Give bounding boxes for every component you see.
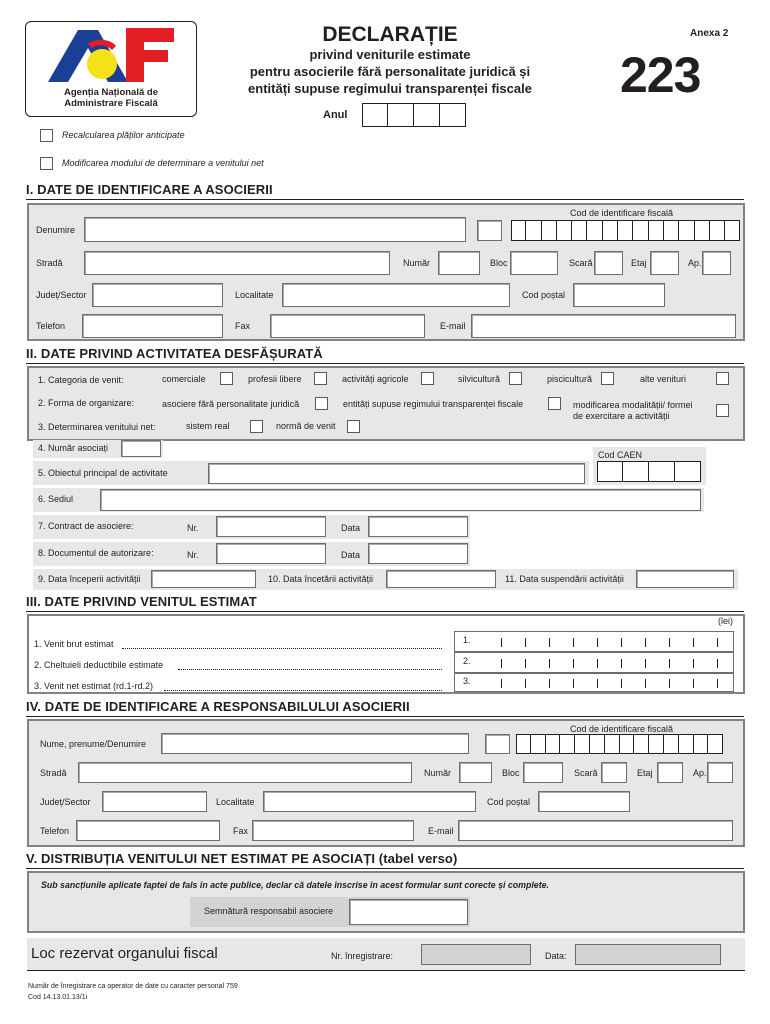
agency-name-line2: Administrare Fiscală: [64, 98, 158, 109]
s2-incetare-label: 10. Data încetării activității: [268, 574, 374, 584]
s2-contract-nr-input[interactable]: [216, 516, 326, 537]
s4-cif-input[interactable]: [516, 734, 723, 754]
s1-ap-label: Ap.: [688, 258, 702, 268]
s2-forma-label: 2. Forma de organizare:: [38, 398, 135, 408]
s2-forma-opt3-line1: modificarea modalității/ formei: [573, 400, 693, 410]
s4-judet-input[interactable]: [102, 791, 207, 812]
subtitle-line3: entități supuse regimului transparenței fiscale: [248, 81, 532, 96]
s2-inceput-label: 9. Data începerii activității: [38, 574, 141, 584]
s1-codpostal-input[interactable]: [573, 283, 665, 307]
fiscal-date-label: Data:: [545, 951, 567, 961]
section2-divider: [26, 363, 744, 364]
s2-cat-alte-checkbox[interactable]: [716, 372, 729, 385]
s1-scara-label: Scară: [569, 258, 593, 268]
s2-cat-silvicultura: silvicultură: [458, 374, 501, 384]
recalc-checkbox[interactable]: [40, 129, 53, 142]
s1-scara-input[interactable]: [594, 251, 623, 275]
s4-fax-label: Fax: [233, 826, 249, 836]
s1-denumire-label: Denumire: [36, 225, 76, 235]
s3-row2-label: 2. Cheltuieli deductibile estimate: [34, 660, 164, 670]
section2-title: II. DATE PRIVIND ACTIVITATEA DESFĂȘURATĂ: [26, 346, 323, 361]
s2-determinare-label: 3. Determinarea venitului net:: [38, 422, 156, 432]
recalc-label: Recalcularea plăților anticipate: [62, 130, 185, 140]
s1-email-label: E-mail: [440, 321, 466, 331]
s2-forma-opt2-checkbox[interactable]: [548, 397, 561, 410]
s2-det-opt2: normă de venit: [276, 421, 336, 431]
s4-cif-check-input[interactable]: [485, 734, 510, 754]
s4-bloc-label: Bloc: [502, 768, 520, 778]
s4-etaj-input[interactable]: [657, 762, 683, 783]
s2-forma-opt2: entități supuse regimului transparenței fiscale: [343, 399, 524, 409]
s1-cif-input[interactable]: [511, 220, 740, 241]
s3-row2-num: 2.: [463, 656, 471, 666]
s2-sediu-input[interactable]: [100, 489, 701, 511]
s3-row1-label: 1. Venit brut estimat: [34, 639, 114, 649]
s2-forma-opt1: asociere fără personalitate juridică: [162, 399, 300, 409]
s4-email-label: E-mail: [428, 826, 454, 836]
s4-cif-label: Cod de identificare fiscală: [570, 724, 674, 734]
s4-strada-input[interactable]: [78, 762, 412, 783]
s2-contract-nr-label: Nr.: [187, 523, 199, 533]
s2-suspendare-input[interactable]: [636, 570, 734, 588]
s1-judet-label: Județ/Sector: [36, 290, 87, 300]
s2-det-opt1-checkbox[interactable]: [250, 420, 263, 433]
s2-document-label: 8. Documentul de autorizare:: [38, 548, 154, 558]
s5-signature-input[interactable]: [349, 899, 468, 925]
s4-codpostal-input[interactable]: [538, 791, 630, 812]
s2-forma-opt1-checkbox[interactable]: [315, 397, 328, 410]
modify-checkbox[interactable]: [40, 157, 53, 170]
s2-cat-comerciale: comerciale: [162, 374, 206, 384]
section4-title: IV. DATE DE IDENTIFICARE A RESPONSABILULUI ASOCIERII: [26, 699, 410, 714]
s5-statement: Sub sancțiunile aplicate faptei de fals în acte publice, declar că datele înscrise în acest formular sunt corecte și complete.: [41, 880, 549, 890]
s3-row3-label: 3. Venit net estimat (rd.1-rd.2): [34, 681, 154, 691]
section4-divider: [26, 716, 744, 717]
s2-cat-profesii: profesii libere: [248, 374, 302, 384]
fiscal-reg-label: Nr. înregistrare:: [331, 951, 394, 961]
s2-document-nr-label: Nr.: [187, 550, 199, 560]
s2-contract-label: 7. Contract de asociere:: [38, 521, 134, 531]
s1-cif-label: Cod de identificare fiscală: [570, 208, 674, 218]
section3-title: III. DATE PRIVIND VENITUL ESTIMAT: [26, 594, 257, 609]
s2-obiect-input[interactable]: [208, 463, 585, 484]
s2-nr-asociati-label: 4. Număr asociați: [38, 443, 109, 453]
s1-localitate-input[interactable]: [282, 283, 510, 307]
s2-det-opt1: sistem real: [186, 421, 230, 431]
s4-bloc-input[interactable]: [523, 762, 563, 783]
s1-email-input[interactable]: [471, 314, 736, 338]
fiscal-date-input[interactable]: [575, 944, 721, 965]
s3-row1-num: 1.: [463, 635, 471, 645]
s4-localitate-label: Localitate: [216, 797, 255, 807]
s4-ap-label: Ap.: [693, 768, 707, 778]
s1-fax-label: Fax: [235, 321, 251, 331]
s2-cat-label: 1. Categoria de venit:: [38, 375, 124, 385]
s2-nr-asociati-input[interactable]: [121, 440, 161, 457]
s2-cat-agricole-checkbox[interactable]: [421, 372, 434, 385]
s1-localitate-label: Localitate: [235, 290, 274, 300]
section1-title: I. DATE DE IDENTIFICARE A ASOCIERII: [26, 182, 273, 197]
s2-sediu-label: 6. Sediul: [38, 494, 74, 504]
s4-scara-input[interactable]: [601, 762, 627, 783]
s1-codpostal-label: Cod poștal: [522, 290, 566, 300]
s3-row3-num: 3.: [463, 676, 471, 686]
s2-cat-alte: alte venituri: [640, 374, 687, 384]
s2-cat-agricole: activități agricole: [342, 374, 409, 384]
s2-cat-comerciale-checkbox[interactable]: [220, 372, 233, 385]
page-title: DECLARAȚIE: [322, 23, 458, 46]
footer-line1: Număr de înregistrare ca operator de date cu caracter personal 759: [28, 983, 238, 990]
s2-document-data-input[interactable]: [368, 543, 468, 564]
s1-strada-input[interactable]: [84, 251, 390, 275]
s4-nume-label: Nume, prenume/Denumire: [40, 739, 147, 749]
year-input[interactable]: [362, 103, 466, 127]
s1-etaj-input[interactable]: [650, 251, 679, 275]
s3-row3-leader: [164, 690, 442, 691]
s4-codpostal-label: Cod poștal: [487, 797, 531, 807]
s2-suspendare-label: 11. Data suspendării activității: [505, 574, 624, 584]
s1-strada-label: Stradă: [36, 258, 63, 268]
s4-numar-label: Număr: [424, 768, 452, 778]
anaf-logo: [40, 24, 180, 86]
section1-divider: [26, 199, 744, 200]
form-number: 223: [620, 47, 701, 103]
s4-telefon-label: Telefon: [40, 826, 70, 836]
s1-bloc-label: Bloc: [490, 258, 508, 268]
s3-row1-leader: [122, 648, 442, 649]
modify-label: Modificarea modului de determinare a venitului net: [62, 158, 264, 168]
s2-caen-label: Cod CAEN: [598, 450, 643, 460]
s4-scara-label: Scară: [574, 768, 598, 778]
s1-ap-input[interactable]: [702, 251, 731, 275]
s3-row1-input[interactable]: [454, 631, 734, 652]
s4-email-input[interactable]: [458, 820, 733, 841]
s2-incetare-input[interactable]: [386, 570, 496, 588]
subtitle-line2: pentru asocierile fără personalitate juridică și: [249, 64, 531, 79]
s1-numar-input[interactable]: [438, 251, 480, 275]
s2-contract-data-input[interactable]: [368, 516, 468, 537]
s5-signature-label: Semnătură responsabil asociere: [204, 906, 334, 916]
s2-cat-silvicultura-checkbox[interactable]: [509, 372, 522, 385]
s3-unit-label: (lei): [718, 616, 733, 626]
s2-document-data-label: Data: [341, 550, 361, 560]
s2-cat-piscicultura: piscicultură: [547, 374, 593, 384]
footer-line2: Cod 14.13.01.13/1i: [28, 994, 88, 1001]
s2-forma-opt3-line2: de exercitare a activității: [573, 411, 670, 421]
annex-label: Anexa 2: [690, 28, 729, 39]
s1-judet-input[interactable]: [92, 283, 223, 307]
s2-obiect-label: 5. Obiectul principal de activitate: [38, 468, 168, 478]
s3-row3-input[interactable]: [454, 673, 734, 692]
s4-telefon-input[interactable]: [76, 820, 220, 841]
s1-telefon-label: Telefon: [36, 321, 66, 331]
s1-bloc-input[interactable]: [510, 251, 558, 275]
section3-divider: [26, 611, 744, 612]
s2-inceput-input[interactable]: [151, 570, 256, 588]
s2-det-opt2-checkbox[interactable]: [347, 420, 360, 433]
s1-cif-check-input[interactable]: [477, 220, 502, 241]
s1-denumire-input[interactable]: [84, 217, 466, 242]
s4-nume-input[interactable]: [161, 733, 469, 754]
s2-cat-profesii-checkbox[interactable]: [314, 372, 327, 385]
agency-name-line1: Agenția Națională de: [64, 87, 158, 98]
s1-telefon-input[interactable]: [82, 314, 223, 338]
s3-row2-leader: [178, 669, 442, 670]
subtitle-line1: privind veniturile estimate: [309, 47, 471, 62]
s2-contract-data-label: Data: [341, 523, 361, 533]
s1-numar-label: Număr: [403, 258, 431, 268]
fiscal-title: Loc rezervat organului fiscal: [31, 945, 218, 962]
s1-fax-input[interactable]: [270, 314, 425, 338]
year-label: Anul: [323, 109, 348, 121]
s4-fax-input[interactable]: [252, 820, 414, 841]
s2-cat-piscicultura-checkbox[interactable]: [601, 372, 614, 385]
fiscal-reg-input[interactable]: [421, 944, 531, 965]
s2-forma-opt3-checkbox[interactable]: [716, 404, 729, 417]
s4-numar-input[interactable]: [459, 762, 492, 783]
s4-ap-input[interactable]: [707, 762, 733, 783]
s2-caen-input[interactable]: [597, 461, 701, 482]
s1-etaj-label: Etaj: [631, 258, 647, 268]
s4-localitate-input[interactable]: [263, 791, 476, 812]
s2-document-nr-input[interactable]: [216, 543, 326, 564]
section5-title: V. DISTRIBUȚIA VENITULUI NET ESTIMAT PE ASOCIAȚI (tabel verso): [26, 851, 458, 866]
s4-etaj-label: Etaj: [637, 768, 653, 778]
s3-row2-input[interactable]: [454, 652, 734, 673]
s4-strada-label: Stradă: [40, 768, 67, 778]
s4-judet-label: Județ/Sector: [40, 797, 91, 807]
section5-divider: [26, 868, 744, 869]
